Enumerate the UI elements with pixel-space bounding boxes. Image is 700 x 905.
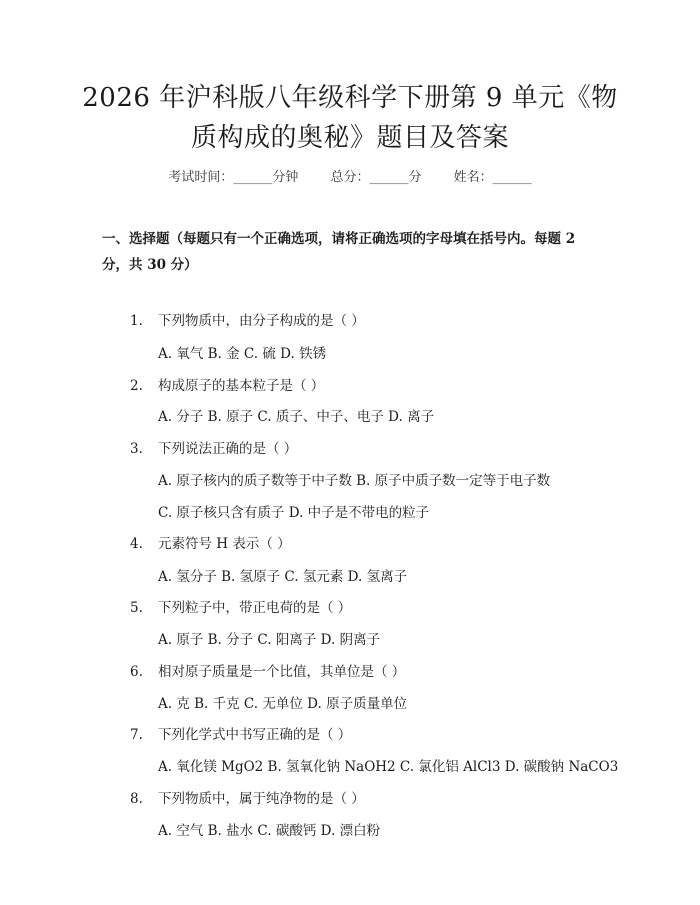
question-text: 相对原子质量是一个比值，其单位是（ ） [158, 664, 406, 680]
question-text: 下列说法正确的是（ ） [158, 441, 298, 457]
question-number: 7. [130, 727, 143, 743]
question-text: 下列化学式中书写正确的是（ ） [158, 727, 352, 743]
exam-title [60, 78, 640, 158]
question-6 [130, 662, 405, 682]
question-8-options: A. 空气 B. 盐水 C. 碳酸钙 D. 漂白粉 [158, 823, 381, 839]
question-5 [130, 598, 351, 618]
exam-info-line [0, 166, 700, 185]
question-text: 下列物质中，属于纯净物的是（ ） [158, 791, 365, 807]
total-score: 总分：______分 [330, 170, 422, 185]
question-2 [130, 376, 324, 396]
title-line-1: 2026 年沪科版八年级科学下册第 9 单元《物 [82, 83, 618, 113]
question-8 [130, 789, 365, 809]
question-3-options-line-2: C. 原子核只含有质子 D. 中子是不带电的粒子 [158, 505, 430, 521]
question-7 [130, 725, 351, 745]
section-title: 一、选择题（每题只有一个正确选项，请将正确选项的字母填在括号内。每题 2 分，共 30 分） [102, 231, 576, 273]
question-text: 构成原子的基本粒子是（ ） [158, 378, 325, 394]
question-4 [130, 534, 291, 554]
question-number: 8. [130, 791, 143, 807]
question-number: 3. [130, 441, 143, 457]
title-line-2: 质构成的奥秘》题目及答案 [190, 123, 509, 153]
question-1-options: A. 氧气 B. 金 C. 硫 D. 铁锈 [158, 346, 327, 362]
question-number: 5. [130, 600, 143, 616]
student-name: 姓名：______ [453, 170, 532, 185]
question-number: 2. [130, 378, 143, 394]
question-5-options: A. 原子 B. 分子 C. 阳离子 D. 阴离子 [158, 632, 381, 648]
question-3 [130, 439, 297, 459]
question-text: 下列粒子中，带正电荷的是（ ） [158, 600, 352, 616]
question-number: 4. [130, 536, 143, 552]
question-6-options: A. 克 B. 千克 C. 无单位 D. 原子质量单位 [158, 696, 408, 712]
question-text: 下列物质中，由分子构成的是（ ） [158, 313, 365, 329]
question-7-options: A. 氧化镁 MgO2 B. 氢氧化钠 NaOH2 C. 氯化铝 AlCl3 D. 碳酸钠 NaCO3 [158, 759, 619, 775]
question-number: 1. [130, 313, 143, 329]
question-1 [130, 311, 365, 331]
question-4-options: A. 氢分子 B. 氢原子 C. 氢元素 D. 氢离子 [158, 569, 408, 585]
question-text: 元素符号 H 表示（ ） [158, 536, 291, 552]
question-number: 6. [130, 664, 143, 680]
question-2-options: A. 分子 B. 原子 C. 质子、中子、电子 D. 离子 [158, 409, 435, 425]
exam-time: 考试时间：______分钟 [168, 170, 299, 185]
question-3-options-line-1: A. 原子核内的质子数等于中子数 B. 原子中质子数一定等于电子数 [158, 473, 551, 489]
